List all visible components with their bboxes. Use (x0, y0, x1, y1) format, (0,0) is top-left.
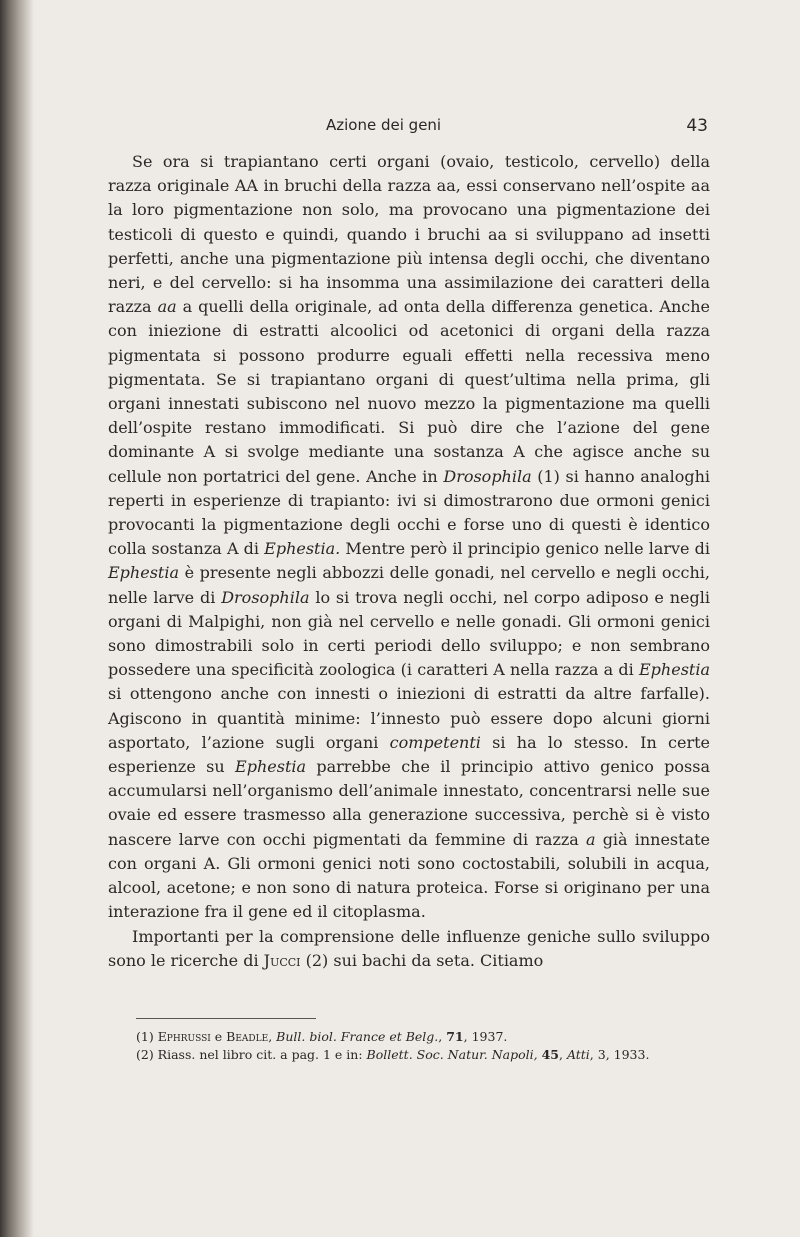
text-run: parrebbe che il principio attivo genico possa accumularsi nell’organismo dell’animale innestato, concentrarsi nelle sue ovaie ed essere trasmesso alla generazione successiva, perchè si è visto nascere larve con occhi pigmentati da femmine di razza (108, 757, 711, 849)
paragraph (108, 925, 710, 973)
body-text (108, 150, 710, 973)
italic-text: aa (157, 297, 177, 317)
italic-text: Ephestia (639, 660, 710, 680)
italic-text: Atti (566, 1047, 590, 1062)
italic-text: Bull. biol. France et Belg. (276, 1029, 439, 1044)
text-run: (2) sui bachi da seta. Citiamo (300, 950, 544, 970)
italic-text: Ephestia (235, 757, 307, 777)
italic-text: Bollett. Soc. Natur. Napoli, (366, 1047, 538, 1062)
text-run: (1) si hanno analoghi reperti in esperienze di trapianto: ivi si dimostrarono due ormoni genici provocanti la pigmentazione degli occhi e forse uno di questi è identico colla sostanza A di (108, 466, 711, 559)
italic-text: Ephestia (108, 563, 179, 583)
text-run: Importanti per la comprensione delle influenze geniche sullo sviluppo sono le ricerche di (108, 926, 710, 970)
text-run: lo si trova negli occhi, nel corpo adiposo e negli organi di Malpighi, non già nel cervello e nelle gonadi. Gli ormoni genici sono dimostrabili solo in certi periodi dello sviluppo; e non sembrano possedere una specificità zoologica (i caratteri A nella razza a di (108, 587, 710, 680)
book-spine-shadow (0, 0, 34, 1237)
bold-text: 45 (541, 1047, 559, 1062)
bold-text: 71 (446, 1029, 464, 1044)
running-title: Azione dei geni (326, 116, 442, 134)
italic-text: Drosophila (221, 587, 310, 607)
text-run: , 1937. (463, 1029, 508, 1044)
text-run: già innestate con organi A. Gli ormoni genici noti sono coctostabili, solubili in acqua, alcool, acetone; e non sono di natura proteica. Forse si originano per una interazione fra il gene ed il citoplasma. (108, 829, 711, 922)
italic-text: Drosophila (443, 466, 532, 486)
text-run: , 3, 1933. (589, 1047, 650, 1062)
text-run: è presente negli abbozzi delle gonadi, nel cervello e negli occhi, nelle larve di (108, 563, 710, 607)
italic-text: competenti (389, 732, 481, 752)
page-number: 43 (686, 116, 708, 136)
smallcaps-text: Jucci (263, 950, 301, 970)
footnote-separator (136, 1018, 316, 1019)
text-run: Se ora si trapiantano certi organi (ovaio, testicolo, cervello) della razza originale AA in bruchi della razza aa, essi conservano nell’ospite aa la loro pigmentazione non solo, ma provocano una pigmentazione dei testicoli di questo e quindi, quando i bruchi aa si sviluppano ad insetti perfetti, anche una pigmentazione più intensa degli occhi, che diventano neri, e del cervello: si ha insomma una assimilazione dei caratteri della razza (108, 152, 710, 317)
text-run: si ottengono anche con innesti o iniezioni di estratti da altre farfalle). Agiscono in quantità minime: l’innesto può essere dopo alcuni giorni asportato, l’azione sugli organi (108, 684, 710, 752)
text-run: a quelli della originale, ad onta della differenza genetica. Anche con iniezione di estratti alcoolici od acetonici di organi della razza pigmentata si possono produrre eguali effetti nella recessiva meno pigmentata. Se si trapiantano organi di quest’ultima nella prima, gli organi innestati subiscono nel nuovo mezzo la pigmentazione ma quelli dell’ospite restano immodificati. Si può dire che l’azione del gene dominante A si svolge mediante una sostanza A che agisce anche su cellule non portatrici del gene. Anche in (108, 297, 710, 486)
text-run: (1) (136, 1029, 158, 1044)
text-run: , (438, 1029, 447, 1044)
text-run: si ha lo stesso. In certe esperienze su (108, 732, 711, 777)
paragraph (108, 150, 710, 925)
footnote (108, 1028, 710, 1046)
italic-text: a (586, 829, 596, 849)
footnote (108, 1046, 710, 1064)
text-run: Mentre però il principio genico nelle larve di (340, 539, 711, 559)
text-run: e (210, 1029, 227, 1044)
text-run: , (268, 1029, 277, 1044)
smallcaps-text: Beadle (226, 1029, 269, 1044)
page-header (108, 116, 708, 144)
italic-text: Ephestia. (264, 539, 341, 559)
text-run: , (558, 1047, 567, 1062)
footnotes (108, 1028, 710, 1064)
text-run: (2) Riass. nel libro cit. a pag. 1 e in: (136, 1047, 367, 1062)
smallcaps-text: Ephrussi (157, 1029, 211, 1044)
